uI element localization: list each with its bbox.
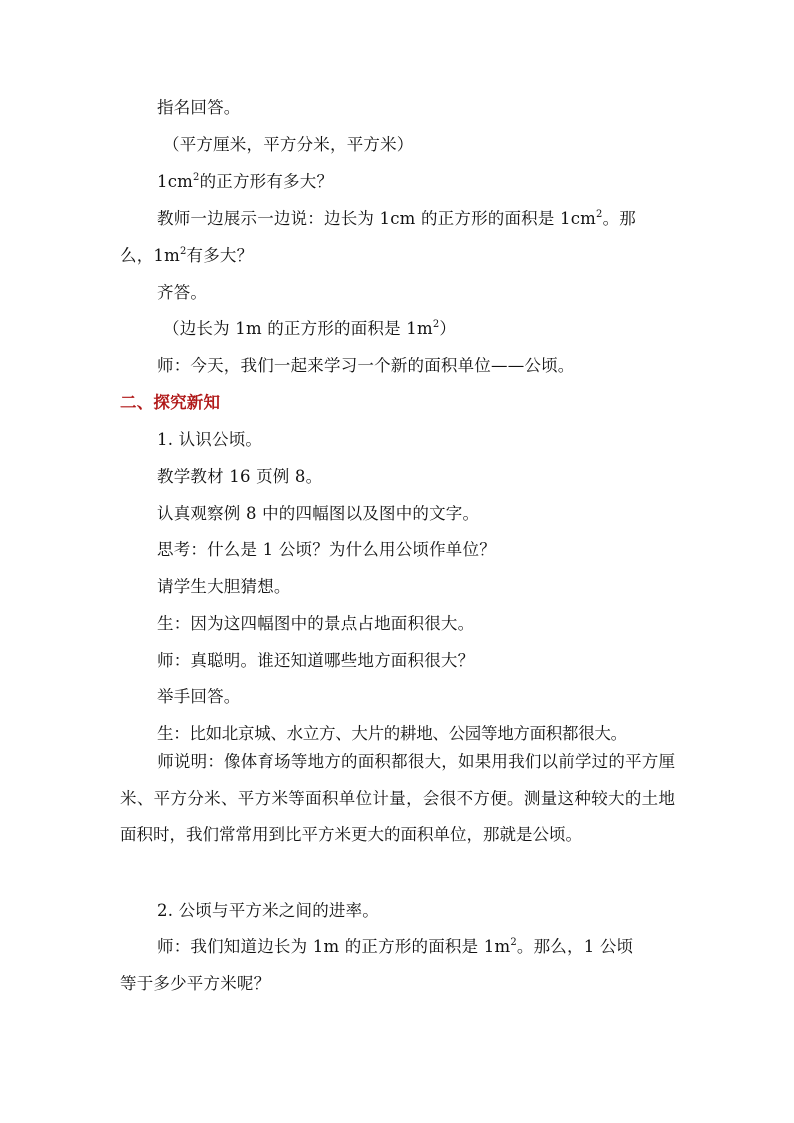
paragraph-text: 师说明：像体育场等地方的面积都很大，如果用我们以前学过的平方厘米、平方分米、平方米等面积单位计量，会很不方便。测量这种较大的土地面积时，我们常常用到比平方米更大的面积单位，那就是公顷。 (120, 752, 675, 844)
text-line-student-examples (157, 723, 627, 745)
text-span: 生：比如北京城、水立方、大片的耕地、公园等地方面积都很大。 (157, 724, 627, 743)
text-line-units (163, 134, 414, 156)
text-span: 2. 公顷与平方米之间的进率。 (157, 901, 379, 920)
text-span: 的正方形有多大？ (199, 172, 334, 191)
text-line-answer-by-name (157, 97, 241, 119)
text-line-textbook (157, 466, 322, 488)
text-span: 举手回答。 (157, 687, 241, 706)
text-line-think (157, 539, 496, 561)
text-span: 。那么，1 公顷 (516, 937, 634, 956)
text-span: 教师一边展示一边说：边长为 1cm 的正方形的面积是 1cm (157, 209, 597, 228)
superscript: 2 (179, 246, 187, 257)
heading-text: 二、探究新知 (120, 393, 221, 412)
text-line-teacher-hectare (157, 936, 633, 958)
text-line-teacher-intro (157, 355, 575, 377)
text-line-observe (157, 503, 479, 525)
text-span: 指名回答。 (157, 98, 241, 117)
text-line-chorus-answer (157, 282, 207, 304)
text-span: 齐答。 (157, 283, 208, 302)
text-line-raise-hands (157, 686, 241, 708)
text-span: 思考：什么是 1 公顷？为什么用公顷作单位？ (157, 540, 496, 559)
text-span: 认真观察例 8 中的四幅图以及图中的文字。 (157, 504, 480, 523)
text-line-step2 (157, 900, 379, 922)
text-line-guess (157, 576, 291, 598)
paragraph-teacher-explain (120, 744, 675, 854)
text-span: 教学教材 16 页例 8。 (157, 467, 323, 486)
text-span: （边长为 1m 的正方形的面积是 1m (163, 319, 433, 338)
superscript: 2 (510, 937, 517, 948)
superscript: 2 (193, 172, 200, 183)
text-span: 。那 (602, 209, 636, 228)
text-line-teacher-demo-cont (120, 245, 253, 267)
text-span: 请学生大胆猜想。 (157, 577, 291, 596)
text-line-teacher-hectare-cont (120, 973, 270, 995)
section-heading (120, 392, 220, 414)
text-span: 1. 认识公顷。 (157, 430, 263, 449)
text-span: 等于多少平方米呢？ (120, 974, 271, 993)
text-span: 1cm (157, 172, 193, 191)
text-line-student-answer (157, 613, 474, 635)
text-line-teacher-demo (157, 208, 636, 230)
text-line-step1 (157, 429, 262, 451)
text-span: ） (439, 319, 457, 338)
text-span: 生：因为这四幅图中的景点占地面积很大。 (157, 614, 475, 633)
text-line-1cm2-question (157, 171, 333, 193)
text-span: （平方厘米，平方分米，平方米） (163, 135, 414, 154)
text-span: 师：今天，我们一起来学习一个新的面积单位——公顷。 (157, 356, 575, 375)
text-span: 师：真聪明。谁还知道哪些地方面积很大？ (157, 651, 475, 670)
superscript: 2 (596, 209, 603, 220)
text-line-teacher-ask (157, 650, 474, 672)
text-span: 有多大？ (186, 246, 254, 265)
text-span: 师：我们知道边长为 1m 的正方形的面积是 1m (157, 937, 511, 956)
superscript: 2 (432, 319, 440, 330)
text-line-1m2-answer (163, 318, 456, 340)
text-span: 么，1m (120, 246, 180, 265)
